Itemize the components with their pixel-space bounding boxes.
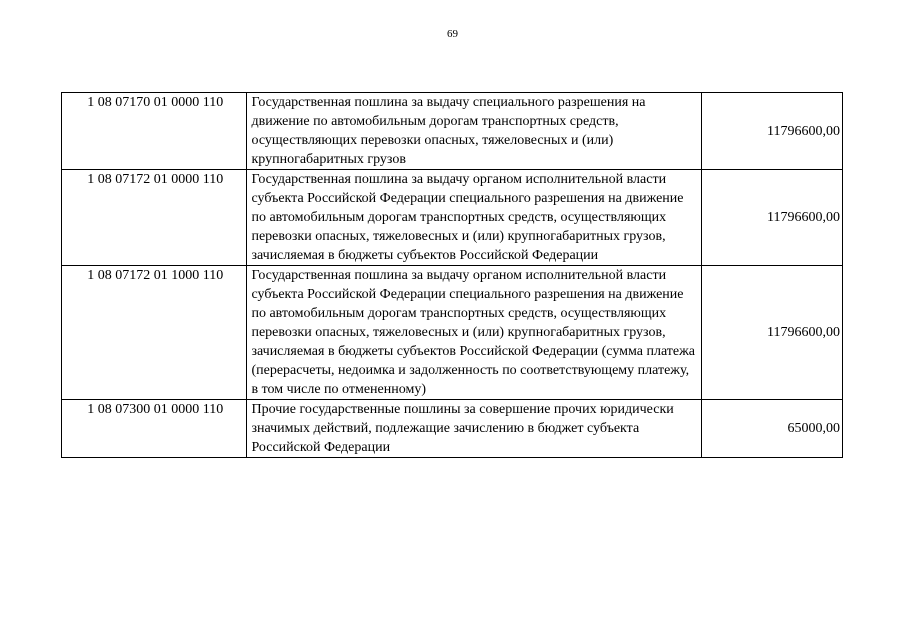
table-row xyxy=(62,170,843,266)
table-row xyxy=(62,93,843,170)
revenue-description-cell: Прочие государственные пошлины за совершение прочих юридически значимых действий, подлежащие зачислению в бюджет субъекта Российской Федерации xyxy=(247,400,701,458)
page-number: 69 xyxy=(447,28,458,40)
revenue-code-cell: 1 08 07170 01 0000 110 xyxy=(62,93,247,170)
revenue-description-cell: Государственная пошлина за выдачу специального разрешения на движение по автомобильным дорогам транспортных средств, осуществляющих перевозки опасных, тяжеловесных и (или) крупногабаритных грузов xyxy=(247,93,701,170)
revenue-amount-cell: 11796600,00 xyxy=(701,170,842,266)
revenue-amount-cell: 11796600,00 xyxy=(701,93,842,170)
revenue-description-cell: Государственная пошлина за выдачу органом исполнительной власти субъекта Российской Федерации специального разрешения на движение по автомобильным дорогам транспортных средств, осуществляющих перевозки опасных, тяжеловесных и (или) крупногабаритных грузов, зачисляемая в бюджеты субъектов Российской Федерации xyxy=(247,170,701,266)
revenue-amount-cell: 11796600,00 xyxy=(701,266,842,400)
table-row xyxy=(62,400,843,458)
budget-revenue-table xyxy=(61,92,843,458)
revenue-amount-cell: 65000,00 xyxy=(701,400,842,458)
revenue-code-cell: 1 08 07300 01 0000 110 xyxy=(62,400,247,458)
revenue-description-cell: Государственная пошлина за выдачу органом исполнительной власти субъекта Российской Федерации специального разрешения на движение по автомобильным дорогам транспортных средств, осуществляющих перевозки опасных, тяжеловесных и (или) крупногабаритных грузов, зачисляемая в бюджеты субъектов Российской Федерации (сумма платежа (перерасчеты, недоимка и задолженность по соответствующему платежу, в том числе по отмененному) xyxy=(247,266,701,400)
table-row xyxy=(62,266,843,400)
revenue-code-cell: 1 08 07172 01 1000 110 xyxy=(62,266,247,400)
revenue-code-cell: 1 08 07172 01 0000 110 xyxy=(62,170,247,266)
